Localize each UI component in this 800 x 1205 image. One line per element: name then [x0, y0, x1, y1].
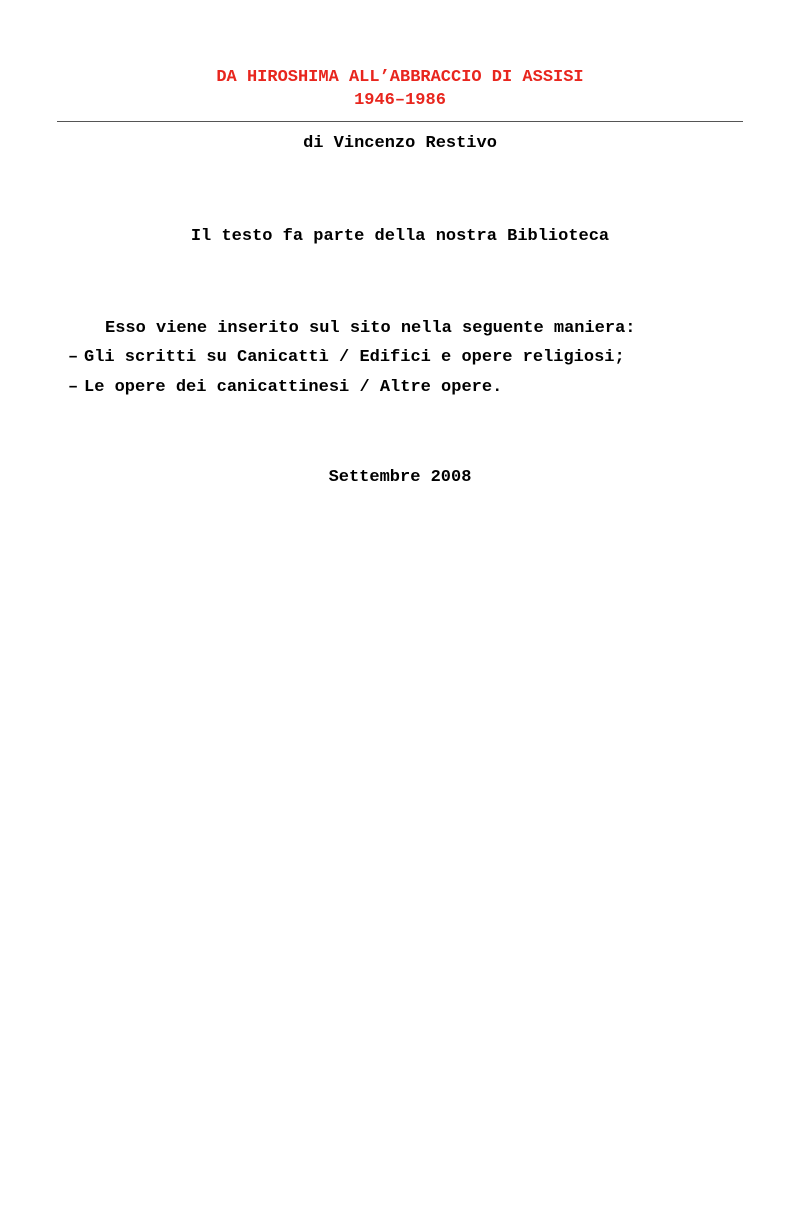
header-divider — [57, 121, 743, 122]
list-item — [68, 347, 625, 377]
library-note: Il testo fa parte della nostra Biblioteca — [190, 227, 610, 246]
list-bullet: – — [68, 348, 79, 367]
title-block — [0, 66, 800, 112]
placement-list — [68, 347, 625, 407]
list-bullet: – — [68, 378, 79, 397]
author-byline: di Vincenzo Restivo — [303, 134, 497, 153]
list-item-text: Gli scritti su Canicattì / Edifici e opere religiosi; — [84, 348, 625, 367]
document-years: 1946–1986 — [354, 91, 446, 110]
placement-intro: Esso viene inserito sul sito nella seguente maniera: — [105, 319, 636, 338]
list-item — [68, 377, 625, 407]
document-date: Settembre 2008 — [328, 468, 472, 487]
document-title: DA HIROSHIMA ALL’ABBRACCIO DI ASSISI — [216, 68, 584, 87]
list-item-text: Le opere dei canicattinesi / Altre opere. — [84, 378, 503, 397]
